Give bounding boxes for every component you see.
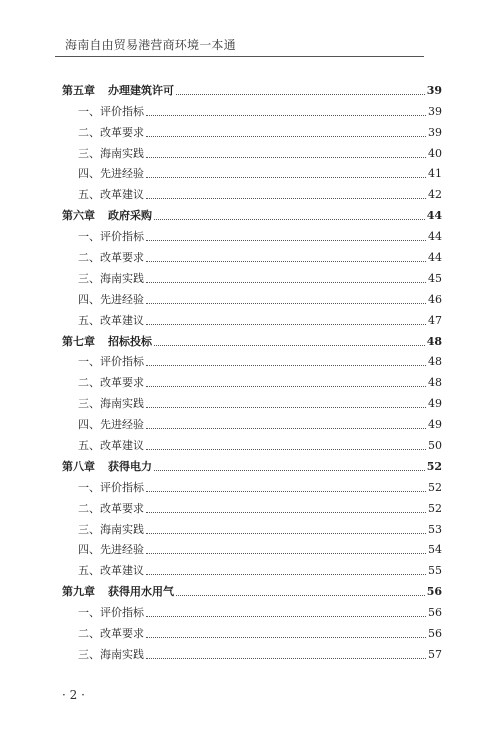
section-title: 二、改革要求 xyxy=(78,501,144,515)
toc-section-row xyxy=(62,119,442,140)
chapter-number: 第六章 xyxy=(62,209,95,223)
toc-page-number: 56 xyxy=(428,606,442,620)
toc-chapter-row xyxy=(62,77,442,98)
section-title: 一、评价指标 xyxy=(78,606,144,620)
toc-section-row xyxy=(62,307,442,328)
toc-page-number: 48 xyxy=(428,376,442,390)
toc-section-row xyxy=(62,223,442,244)
dot-leader xyxy=(146,427,426,429)
toc-page-number: 55 xyxy=(428,564,442,578)
toc-page-number: 57 xyxy=(428,647,442,661)
section-title: 五、改革建议 xyxy=(78,564,144,578)
dot-leader xyxy=(146,573,426,575)
toc-chapter-row xyxy=(62,578,442,599)
section-title: 三、海南实践 xyxy=(78,647,144,661)
toc-section-row xyxy=(62,390,442,411)
toc-section-row xyxy=(62,98,442,119)
toc-page-number: 52 xyxy=(428,501,442,515)
toc-section-row xyxy=(62,599,442,620)
toc-page-number: 44 xyxy=(428,251,442,265)
dot-leader xyxy=(154,218,425,220)
toc-chapter-row xyxy=(62,453,442,474)
section-title: 三、海南实践 xyxy=(78,522,144,536)
chapter-number: 第八章 xyxy=(62,459,95,473)
toc-page-number: 49 xyxy=(428,397,442,411)
toc-page-number: 40 xyxy=(428,146,442,160)
dot-leader xyxy=(146,657,426,659)
section-title: 三、海南实践 xyxy=(78,397,144,411)
toc-page-number: 48 xyxy=(426,334,442,348)
dot-leader xyxy=(146,636,426,638)
dot-leader xyxy=(146,511,426,513)
toc-page-number: 49 xyxy=(428,418,442,432)
section-title: 一、评价指标 xyxy=(78,230,144,244)
toc-page-number: 42 xyxy=(428,188,442,202)
toc-page-number: 48 xyxy=(428,355,442,369)
chapter-title: 获得用水用气 xyxy=(108,585,174,599)
toc-section-row xyxy=(62,411,442,432)
dot-leader xyxy=(146,490,426,492)
toc-page-number: 56 xyxy=(428,627,442,641)
dot-leader xyxy=(154,344,425,346)
chapter-number: 第九章 xyxy=(62,585,95,599)
chapter-number: 第七章 xyxy=(62,334,95,348)
toc-page-number: 44 xyxy=(428,230,442,244)
section-title: 五、改革建议 xyxy=(78,439,144,453)
toc-page-number: 52 xyxy=(426,459,442,473)
dot-leader xyxy=(154,469,425,471)
toc-page-number: 44 xyxy=(426,209,442,223)
running-header: 海南自由贸易港营商环境一本通 xyxy=(65,38,236,52)
toc-section-row xyxy=(62,244,442,265)
dot-leader xyxy=(146,532,426,534)
chapter-title: 办理建筑许可 xyxy=(108,83,174,97)
section-title: 二、改革要求 xyxy=(78,627,144,641)
toc-section-row xyxy=(62,349,442,370)
dot-leader xyxy=(146,239,426,241)
section-title: 一、评价指标 xyxy=(78,104,144,118)
dot-leader xyxy=(146,552,426,554)
dot-leader xyxy=(146,281,426,283)
chapter-number: 第五章 xyxy=(62,83,95,97)
toc-chapter-row xyxy=(62,328,442,349)
dot-leader xyxy=(146,156,426,158)
section-title: 四、先进经验 xyxy=(78,292,144,306)
section-title: 三、海南实践 xyxy=(78,146,144,160)
toc-section-row xyxy=(62,286,442,307)
dot-leader xyxy=(146,197,426,199)
toc-section-row xyxy=(62,620,442,641)
toc-section-row xyxy=(62,516,442,537)
toc-page-number: 47 xyxy=(428,313,442,327)
dot-leader xyxy=(146,364,426,366)
toc-page-number: 46 xyxy=(428,292,442,306)
toc-section-row xyxy=(62,369,442,390)
chapter-title: 获得电力 xyxy=(108,459,152,473)
toc-page-number: 52 xyxy=(428,480,442,494)
dot-leader xyxy=(146,302,426,304)
section-title: 四、先进经验 xyxy=(78,543,144,557)
section-title: 一、评价指标 xyxy=(78,480,144,494)
dot-leader xyxy=(146,615,426,617)
toc-section-row xyxy=(62,537,442,558)
section-title: 三、海南实践 xyxy=(78,271,144,285)
toc-section-row xyxy=(62,265,442,286)
section-title: 五、改革建议 xyxy=(78,313,144,327)
toc-section-row xyxy=(62,432,442,453)
toc-section-row xyxy=(62,181,442,202)
toc-page-number: 39 xyxy=(428,125,442,139)
dot-leader xyxy=(146,135,426,137)
section-title: 五、改革建议 xyxy=(78,188,144,202)
dot-leader xyxy=(146,406,426,408)
toc-page-number: 50 xyxy=(428,439,442,453)
toc-section-row xyxy=(62,557,442,578)
section-title: 一、评价指标 xyxy=(78,355,144,369)
section-title: 二、改革要求 xyxy=(78,251,144,265)
toc-section-row xyxy=(62,140,442,161)
dot-leader xyxy=(146,114,426,116)
toc-page-number: 54 xyxy=(428,543,442,557)
toc-page-number: 41 xyxy=(428,167,442,181)
toc-section-row xyxy=(62,161,442,182)
toc-page-number: 39 xyxy=(428,104,442,118)
toc-page-number: 45 xyxy=(428,271,442,285)
dot-leader xyxy=(146,385,426,387)
dot-leader xyxy=(146,323,426,325)
toc-chapter-row xyxy=(62,202,442,223)
toc-page-number: 53 xyxy=(428,522,442,536)
dot-leader xyxy=(146,448,426,450)
dot-leader xyxy=(176,93,425,95)
chapter-title: 招标投标 xyxy=(108,334,152,348)
section-title: 二、改革要求 xyxy=(78,376,144,390)
dot-leader xyxy=(146,176,426,178)
toc-page-number: 56 xyxy=(426,585,442,599)
toc-page-number: 39 xyxy=(426,83,442,97)
page-number: · 2 · xyxy=(62,688,85,702)
header-rule xyxy=(55,56,424,57)
section-title: 二、改革要求 xyxy=(78,125,144,139)
section-title: 四、先进经验 xyxy=(78,167,144,181)
toc-section-row xyxy=(62,641,442,662)
dot-leader xyxy=(176,594,425,596)
toc-section-row xyxy=(62,474,442,495)
toc-section-row xyxy=(62,495,442,516)
chapter-title: 政府采购 xyxy=(108,209,152,223)
table-of-contents xyxy=(62,77,442,662)
section-title: 四、先进经验 xyxy=(78,418,144,432)
dot-leader xyxy=(146,260,426,262)
